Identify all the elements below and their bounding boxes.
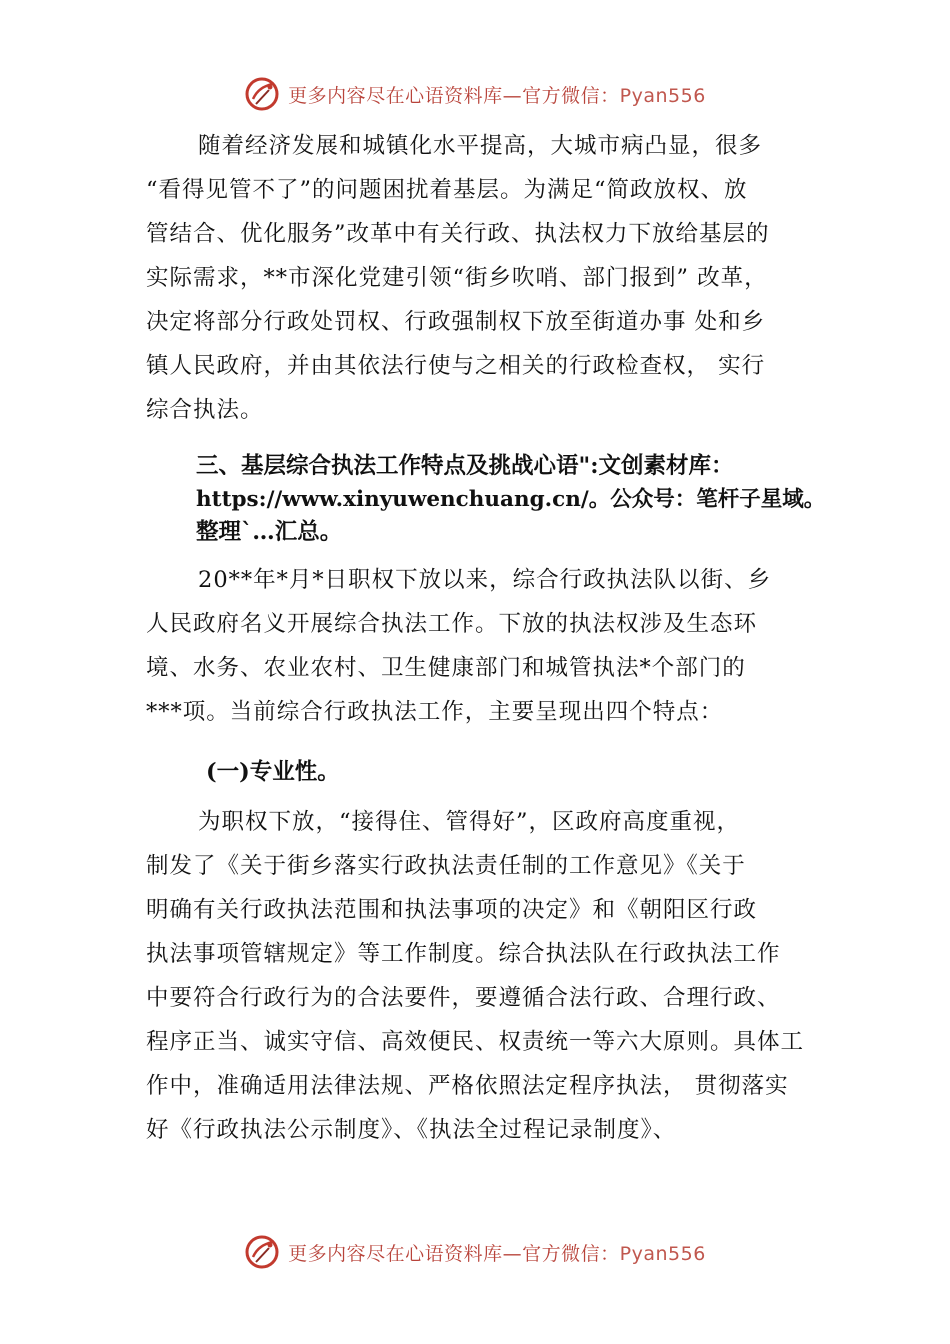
subheading: (一)专业性。 [206, 759, 340, 785]
heading-line: 整理`…汇总。 [196, 519, 343, 545]
text-line: 随着经济发展和城镇化水平提高，大城市病凸显，很多 [198, 133, 763, 159]
heading-line: https://www.xinyuwenchuang.cn/。公众号：笔杆子星域。 [196, 487, 826, 512]
text-line: ***项。当前综合行政执法工作，主要呈现出四个特点： [146, 699, 724, 725]
logo-icon [244, 1234, 280, 1270]
text-line: 决定将部分行政处罚权、行政强制权下放至街道办事 处和乡 [146, 309, 766, 335]
text-line: 制发了《关于街乡落实行政执法责任制的工作意见》《关于 [146, 853, 746, 879]
banner-text: 更多内容尽在心语资料库—官方微信：Pyan556 [288, 1242, 706, 1265]
banner-wechat-id: Pyan556 [619, 84, 706, 107]
paragraph-2 [146, 558, 771, 734]
text-line: 作中，准确适用法律法规、严格依照法定程序执法， 贯彻落实 [146, 1073, 789, 1099]
text-line: 综合执法。 [146, 397, 264, 423]
footer-banner [0, 1232, 950, 1272]
heading-line: 三、基层综合执法工作特点及挑战心语":文创素材库： [196, 453, 734, 479]
text-line: 人民政府名义开展综合执法工作。下放的执法权涉及生态环 [146, 611, 758, 637]
paragraph-1 [146, 124, 770, 432]
text-line: 镇人民政府，并由其依法行使与之相关的行政检查权， 实行 [146, 353, 766, 379]
text-line: 执法事项管辖规定》等工作制度。综合执法队在行政执法工作 [146, 941, 781, 967]
text-line: 为职权下放，“接得住、管得好”，区政府高度重视， [198, 809, 741, 835]
text-line: 20**年*月*日职权下放以来，综合行政执法队以街、乡 [198, 567, 772, 593]
paragraph-3 [146, 800, 804, 1152]
banner-text: 更多内容尽在心语资料库—官方微信：Pyan556 [288, 84, 706, 107]
text-line: “看得见管不了”的问题困扰着基层。为满足“简政放权、放 [146, 177, 748, 203]
text-line: 好《行政执法公示制度》、《执法全过程记录制度》、 [146, 1117, 677, 1143]
text-line: 实际需求，**市深化党建引领“街乡吹哨、部门报到” 改革， [146, 265, 768, 291]
text-line: 明确有关行政执法范围和执法事项的决定》和《朝阳区行政 [146, 897, 758, 923]
text-line: 管结合、优化服务”改革中有关行政、执法权力下放给基层的 [146, 221, 770, 247]
text-line: 中要符合行政行为的合法要件，要遵循合法行政、合理行政、 [146, 985, 781, 1011]
section-heading [196, 450, 825, 549]
banner-wechat-id: Pyan556 [619, 1242, 706, 1265]
text-line: 程序正当、诚实守信、高效便民、权责统一等六大原则。具体工 [146, 1029, 805, 1055]
text-line: 境、水务、农业农村、卫生健康部门和城管执法*个部门的 [146, 655, 746, 681]
